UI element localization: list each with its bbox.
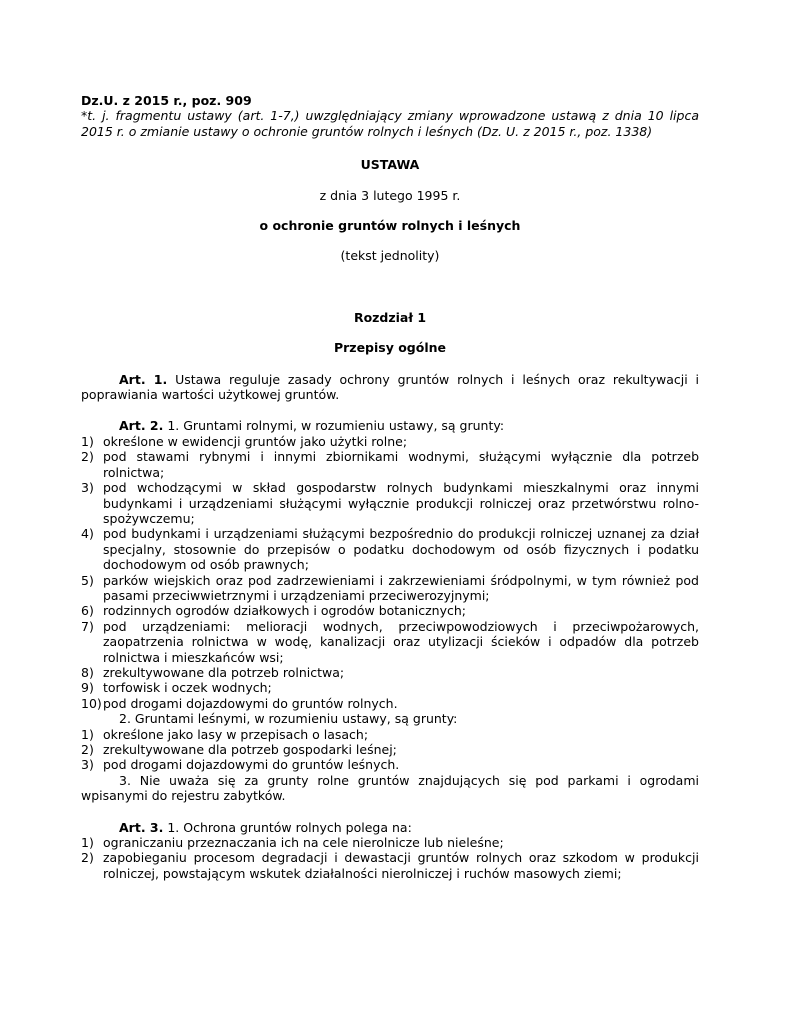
act-type: USTAWA <box>360 157 420 173</box>
list-item-text: torfowisk i oczek wodnych; <box>103 680 272 696</box>
list-item-number: 5) <box>81 572 94 588</box>
list-item <box>81 835 699 850</box>
list-item-number: 3) <box>81 757 94 773</box>
journal-reference: Dz.U. z 2015 r., poz. 909 <box>81 93 252 108</box>
list-item-number: 2) <box>81 850 94 866</box>
list-item-text: pod drogami dojazdowymi do gruntów leśnych. <box>103 757 400 773</box>
list-item-text: pod budynkami i urządzeniami służącymi bezpośrednio do produkcji rolniczej uznanej za dział specjalny, stosownie do przepisów o podatku dochodowym od osób fizycznych i podatku dochodowym od osób prawnych; <box>103 526 699 573</box>
article-3-label: Art. 3. <box>119 819 164 835</box>
article-2-p2-list <box>81 727 699 773</box>
act-date: z dnia 3 lutego 1995 r. <box>319 187 461 203</box>
list-item-number: 1) <box>81 835 94 851</box>
list-item-text: ograniczaniu przeznaczania ich na cele nierolnicze lub nieleśne; <box>103 835 504 851</box>
list-item-text: pod stawami rybnymi i innymi zbiornikami wodnymi, służącymi wyłącznie dla potrzeb rolnictwa; <box>103 449 699 480</box>
list-item <box>81 665 699 680</box>
article-3-p1-intro: 1. Ochrona gruntów rolnych polega na: <box>163 819 412 835</box>
list-item-text: określone w ewidencji gruntów jako użytki rolne; <box>103 433 408 449</box>
article-2-p1-intro: 1. Gruntami rolnymi, w rozumieniu ustawy, są grunty: <box>163 418 505 434</box>
list-item <box>81 480 699 526</box>
list-item-number: 2) <box>81 449 94 465</box>
list-item-text: rodzinnych ogrodów działkowych i ogrodów botanicznych; <box>103 603 466 619</box>
list-item-number: 4) <box>81 526 94 542</box>
list-item-number: 10) <box>81 695 102 711</box>
list-item-number: 7) <box>81 618 94 634</box>
list-item-text: zapobieganiu procesom degradacji i dewastacji gruntów rolnych oraz szkodom w produkcji rolniczej, powstającym wskutek działalności nierolniczej i ruchów masowych ziemi; <box>103 850 699 881</box>
list-item-text: pod wchodzącymi w skład gospodarstw rolnych budynkami mieszkalnymi oraz innymi budynkami i urządzeniami służącymi wyłącznie produkcji rolniczej oraz przetwórstwu rolno-spożywczemu; <box>103 480 699 526</box>
article-1 <box>81 372 699 403</box>
list-item <box>81 526 699 572</box>
consolidation-note: *t. j. fragmentu ustawy (art. 1-7,) uwzględniający zmiany wprowadzone ustawą z dnia 10 lipca 2015 r. o zmianie ustawy o ochronie gruntów rolnych i leśnych (Dz. U. z 2015 r., poz. 1338) <box>81 108 699 139</box>
article-1-label: Art. 1. <box>119 371 168 387</box>
chapter-title: Przepisy ogólne <box>333 340 447 356</box>
article-2-p1-list <box>81 434 699 711</box>
list-item <box>81 603 699 618</box>
list-item-number: 2) <box>81 742 94 757</box>
chapter-number: Rozdział 1 <box>353 309 427 325</box>
article-2-p2-intro: 2. Gruntami leśnymi, w rozumieniu ustawy, są grunty: <box>119 711 458 727</box>
list-item <box>81 619 699 665</box>
list-item-number: 3) <box>81 480 94 496</box>
list-item <box>81 727 699 742</box>
list-item-text: pod urządzeniami: melioracji wodnych, przeciwpowodziowych i przeciwpożarowych, zaopatrzenia rolnictwa w wodę, kanalizacji oraz utylizacji ścieków i odpadów dla potrzeb rolnictwa i mieszkańców wsi; <box>103 618 699 665</box>
list-item-number: 9) <box>81 680 94 696</box>
list-item-text: zrekultywowane dla potrzeb rolnictwa; <box>103 664 345 680</box>
list-item-number: 1) <box>81 433 94 449</box>
article-2-intro <box>81 418 699 433</box>
list-item <box>81 850 699 881</box>
list-item <box>81 742 699 757</box>
list-item-number: 1) <box>81 726 94 742</box>
article-3-intro <box>81 820 699 835</box>
article-2-p3: 3. Nie uważa się za grunty rolne gruntów znajdujących się pod parkami i ogrodami wpisanymi do rejestru zabytków. <box>81 772 699 804</box>
list-item-number: 8) <box>81 664 94 680</box>
list-item-number: 6) <box>81 603 94 619</box>
document-content <box>81 93 699 881</box>
list-item-text: parków wiejskich oraz pod zadrzewieniami i zakrzewieniami śródpolnymi, w tym również pod pasami przeciwwietrznymi i urządzeniami przeciwerozyjnymi; <box>103 572 699 603</box>
act-name: o ochronie gruntów rolnych i leśnych <box>259 218 521 234</box>
list-item-text: pod drogami dojazdowymi do gruntów rolnych. <box>103 695 398 711</box>
list-item <box>81 680 699 695</box>
act-variant: (tekst jednolity) <box>340 248 440 264</box>
list-item-text: zrekultywowane dla potrzeb gospodarki leśnej; <box>103 742 397 757</box>
article-2-label: Art. 2. <box>119 418 164 434</box>
list-item <box>81 573 699 604</box>
article-1-text: Ustawa reguluje zasady ochrony gruntów rolnych i leśnych oraz rekultywacji i poprawiania wartości użytkowej gruntów. <box>81 371 699 403</box>
list-item-text: określone jako lasy w przepisach o lasach; <box>103 726 369 742</box>
list-item <box>81 696 699 711</box>
article-3-p1-list <box>81 835 699 881</box>
list-item <box>81 757 699 772</box>
list-item <box>81 434 699 449</box>
list-item <box>81 449 699 480</box>
